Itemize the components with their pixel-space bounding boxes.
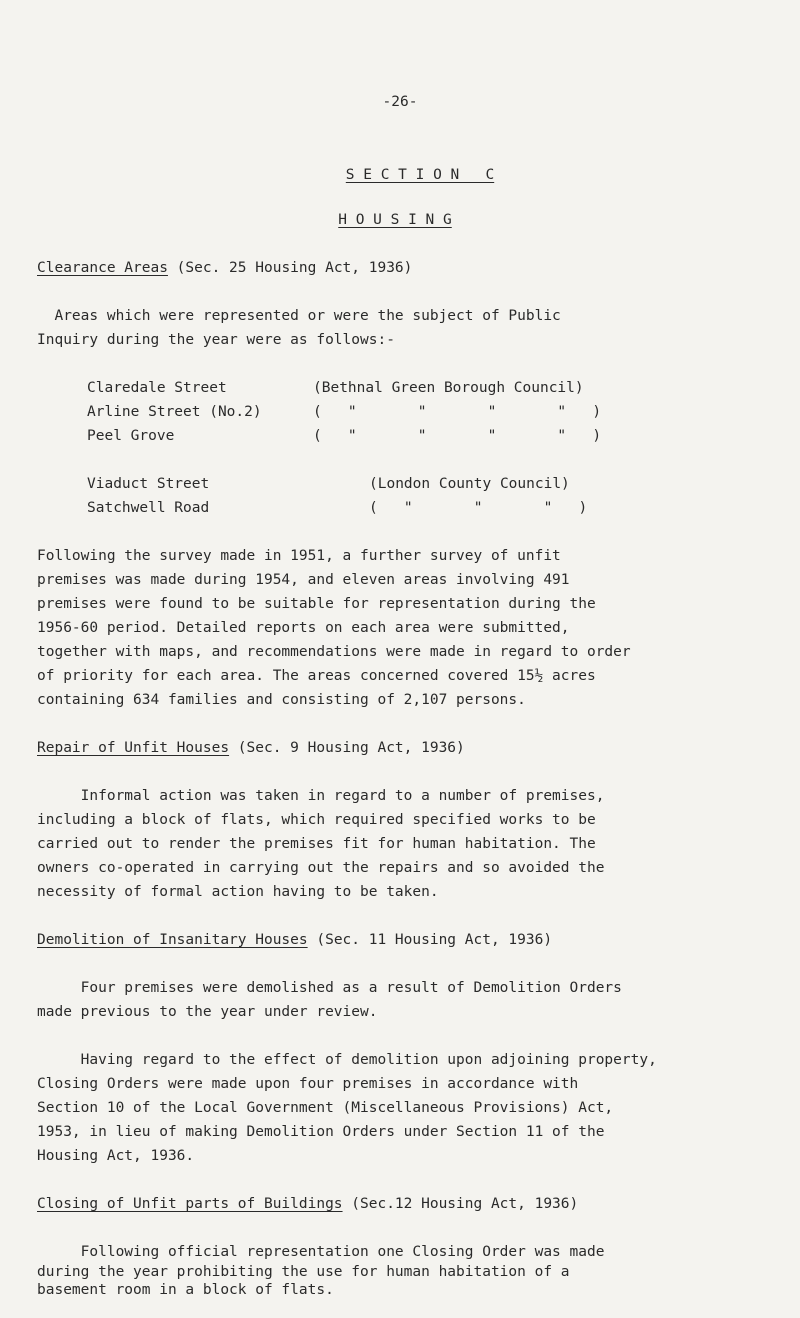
area-authority: (London County Council) xyxy=(369,476,570,492)
clearance-para-line: Following the survey made in 1951, a further survey of unfit xyxy=(37,548,561,564)
demolition-para2-line: Housing Act, 1936. xyxy=(37,1148,195,1164)
area-authority: ( " " " " ) xyxy=(313,428,602,444)
area-authority: (Bethnal Green Borough Council) xyxy=(313,380,584,396)
repair-para-line: Informal action was taken in regard to a number of premises, xyxy=(37,788,605,804)
clearance-heading: Clearance Areas xyxy=(37,260,168,276)
clearance-intro-line: Areas which were represented or were the subject of Public xyxy=(37,308,561,324)
demolition-para2-line: Having regard to the effect of demolition upon adjoining property, xyxy=(37,1052,657,1068)
clearance-para-line: together with maps, and recommendations were made in regard to order xyxy=(37,644,631,660)
repair-para-line: owners co-operated in carrying out the repairs and so avoided the xyxy=(37,860,605,876)
section-title: S E C T I O N C xyxy=(345,167,495,183)
demolition-para1-line: made previous to the year under review. xyxy=(37,1004,378,1020)
repair-para-line: necessity of formal action having to be taken. xyxy=(37,884,439,900)
demolition-para2-line: Closing Orders were made upon four premises in accordance with xyxy=(37,1076,579,1092)
clearance-intro-line: Inquiry during the year were as follows:- xyxy=(37,332,395,348)
demolition-para2-line: 1953, in lieu of making Demolition Orders under Section 11 of the xyxy=(37,1124,605,1140)
clearance-heading-ref: (Sec. 25 Housing Act, 1936) xyxy=(167,260,413,276)
area-name: Satchwell Road xyxy=(87,500,210,516)
demolition-para2-line: Section 10 of the Local Government (Miscellaneous Provisions) Act, xyxy=(37,1100,614,1116)
page-number: -26- xyxy=(382,94,418,110)
demolition-heading-ref: (Sec. 11 Housing Act, 1936) xyxy=(307,932,553,948)
demolition-heading: Demolition of Insanitary Houses xyxy=(37,932,308,948)
clearance-para-line: of priority for each area. The areas concerned covered 15½ acres xyxy=(37,668,596,684)
area-authority: ( " " " ) xyxy=(369,500,588,516)
subsection-title: H O U S I N G xyxy=(338,212,452,228)
closing-heading-ref: (Sec.12 Housing Act, 1936) xyxy=(342,1196,579,1212)
clearance-para-line: 1956-60 period. Detailed reports on each area were submitted, xyxy=(37,620,570,636)
area-name: Viaduct Street xyxy=(87,476,210,492)
closing-para-line: Following official representation one Closing Order was made xyxy=(37,1244,605,1260)
area-authority: ( " " " " ) xyxy=(313,404,602,420)
closing-heading: Closing of Unfit parts of Buildings xyxy=(37,1196,343,1212)
demolition-para1-line: Four premises were demolished as a result of Demolition Orders xyxy=(37,980,622,996)
closing-para-line: during the year prohibiting the use for human habitation of a xyxy=(37,1264,570,1280)
clearance-heading-row xyxy=(37,258,767,278)
clearance-para-line: premises was made during 1954, and eleven areas involving 491 xyxy=(37,572,570,588)
clearance-para-line: containing 634 families and consisting of 2,107 persons. xyxy=(37,692,526,708)
repair-heading-ref: (Sec. 9 Housing Act, 1936) xyxy=(229,740,465,756)
repair-para-line: including a block of flats, which required specified works to be xyxy=(37,812,596,828)
area-name: Claredale Street xyxy=(87,380,227,396)
area-name: Arline Street (No.2) xyxy=(87,404,262,420)
closing-para-line: basement room in a block of flats. xyxy=(37,1282,334,1298)
closing-heading-row xyxy=(37,1194,767,1214)
clearance-para-line: premises were found to be suitable for representation during the xyxy=(37,596,596,612)
area-name: Peel Grove xyxy=(87,428,175,444)
repair-heading-row xyxy=(37,738,767,758)
repair-para-line: carried out to render the premises fit for human habitation. The xyxy=(37,836,596,852)
demolition-heading-row xyxy=(37,930,767,950)
repair-heading: Repair of Unfit Houses xyxy=(37,740,230,756)
